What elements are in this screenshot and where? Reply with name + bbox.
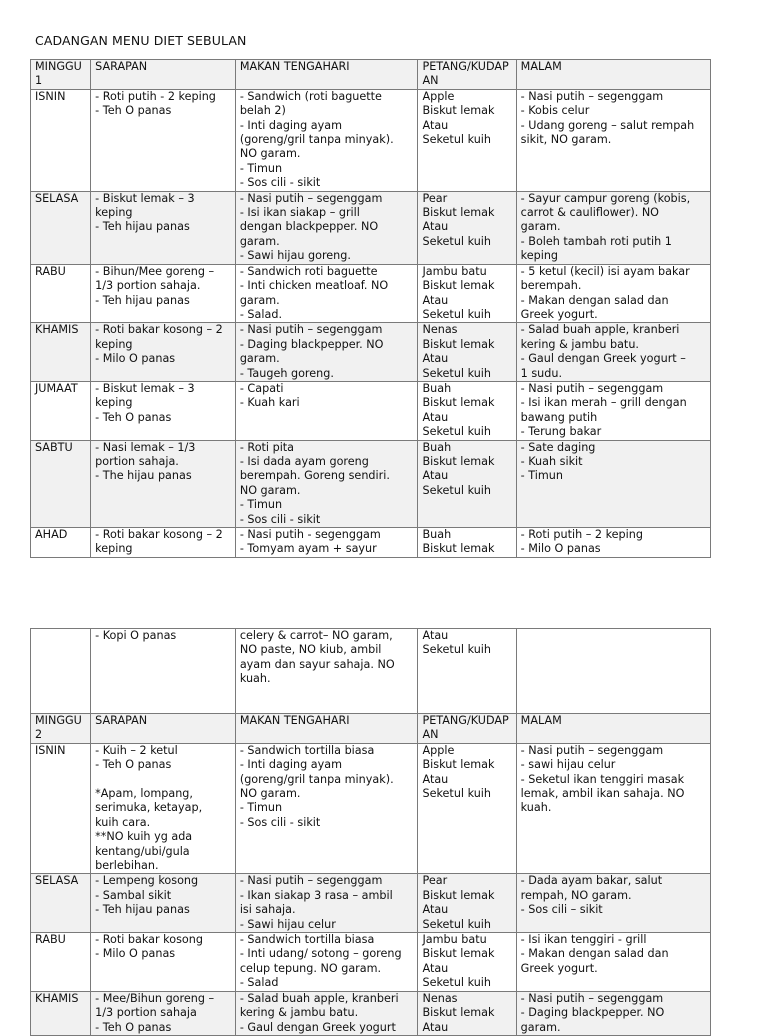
cell-line: - Roti pita [239,440,295,454]
cell-petang [418,89,516,191]
cell-line: NO paste, NO kiub, ambil [239,643,382,657]
cell-line: keping [520,249,559,263]
cell-malam [516,743,710,874]
cell-malam [516,323,710,382]
cell-line: carrot & cauliflower). NO [520,206,659,220]
cell-day: KHAMIS [31,323,91,382]
cell-line: - Sawi hijau celur [239,917,336,931]
cell-line: *Apam, lompang, [95,787,193,801]
cell-line: - 5 ketul (kecil) isi ayam bakar [520,264,690,278]
cell-line: - Mee/Bihun goreng – [95,991,215,1005]
cell-line: PETANG/KUDAP [422,714,509,727]
cell-line: - Salad. [239,307,282,321]
cell-line: - Nasi putih – segenggam [239,191,383,205]
cell-day: SELASA [31,191,91,264]
cell-line: 1/3 portion sahaja [95,1006,197,1020]
cell-line: Atau [422,1020,449,1034]
table-row-ahad [31,528,711,558]
cell-line: garam. [239,234,280,248]
cell-sarapan: SARAPAN [91,60,236,90]
cell-line: - Makan dengan salad dan [520,947,669,961]
cell-line: - Sandwich tortilla biasa [239,743,375,757]
cell-sarapan [91,440,236,527]
cell-line: - Roti putih - 2 keping [95,89,216,103]
cell-line: - Teh hijau panas [95,220,190,234]
cell-line: keping [95,337,133,351]
cell-line: - Bihun/Mee goreng – [95,264,215,278]
cell-malam [516,264,710,323]
cell-malam: MALAM [516,60,710,90]
table-header-row [31,714,711,744]
cell-line: - Kuah kari [239,396,300,410]
cell-petang [418,991,516,1035]
cell-line: Seketul kuih [422,643,491,657]
cell-tengahari [235,629,418,714]
table-row-isnin [31,89,711,191]
cell-day: SELASA [31,874,91,933]
cell-line: portion sahaja. [95,454,179,468]
cell-sarapan [91,191,236,264]
cell-line: kering & jambu batu. [239,1006,359,1020]
cell-line: Seketul kuih [422,425,491,439]
cell-day: JUMAAT [31,381,91,440]
cell-line: - Sambal sikit [95,888,172,902]
cell-line: - Sandwich tortilla biasa [239,933,375,947]
cell-line: - Nasi putih – segenggam [239,323,383,337]
cell-line: kuih cara. [95,815,151,829]
cell-line: belah 2) [239,104,286,118]
menu-table-week-2 [30,628,711,1036]
cell-line: Biskut lemak [422,888,495,902]
cell-line: berlebihan. [95,859,159,873]
cell-tengahari [235,743,418,874]
cell-line: celery & carrot– NO garam, [239,629,393,642]
cell-day: ISNIN [31,743,91,874]
cell-line: Greek yogurt. [520,307,598,321]
cell-line: - Sandwich (roti baguette [239,89,382,103]
cell-line: kering & jambu batu. [520,337,639,351]
cell-line: - Gaul dengan Greek yogurt [239,1020,396,1034]
cell-tengahari [235,323,418,382]
cell-malam [516,874,710,933]
cell-line: - Sawi hijau goreng. [239,249,351,263]
cell-line: Nenas [422,323,458,337]
cell-line: 2 [35,728,43,742]
cell-line: Atau [422,629,449,642]
cell-tengahari [235,933,418,992]
cell-line: - Sandwich roti baguette [239,264,378,278]
cell-line: kuah. [520,801,552,815]
table-row-selasa [31,191,711,264]
cell-line: Biskut lemak [422,206,495,220]
cell-line: - Teh hijau panas [95,903,190,917]
cell-day: RABU [31,933,91,992]
cell-line: sikit, NO garam. [520,133,612,147]
cell-petang [418,323,516,382]
cell-line: Biskut lemak [422,947,495,961]
cell-line: Atau [422,772,449,786]
cell-sarapan [91,323,236,382]
cell-line: - Roti bakar kosong [95,933,203,947]
cell-line: Jambu batu [422,264,487,278]
cell-line: - Milo O panas [95,352,176,366]
table-row-khamis [31,991,711,1035]
cell-sarapan [91,629,236,714]
cell-line: - Isi dada ayam goreng [239,454,369,468]
cell-line: Biskut lemak [422,454,495,468]
cell-line: - Sos cili - sikit [239,176,321,190]
cell-malam [516,191,710,264]
cell-line: - Dada ayam bakar, salut [520,874,663,888]
cell-line: - Sos cili - sikit [239,512,321,526]
cell-line: Atau [422,118,449,132]
cell-line: - Taugeh goreng. [239,366,334,380]
cell-line: - Sos cili - sikit [239,815,321,829]
cell-line: rempah, NO garam. [520,888,632,902]
cell-petang [418,440,516,527]
cell-line: Seketul kuih [422,483,491,497]
cell-petang [418,874,516,933]
cell-malam [516,629,710,714]
cell-line: - Kuah sikit [520,454,583,468]
cell-line: kentang/ubi/gula [95,844,190,858]
cell-line: - Lempeng kosong [95,874,199,888]
cell-line: PETANG/KUDAP [422,60,509,73]
week-1-body [31,60,711,558]
cell-tengahari [235,89,418,191]
table-row-khamis [31,323,711,382]
cell-day: KHAMIS [31,991,91,1035]
cell-sarapan [91,933,236,992]
cell-day: ISNIN [31,89,91,191]
cell-line: - Biskut lemak – 3 [95,381,195,395]
cell-line: - Nasi putih – segenggam [520,991,664,1005]
cell-line: - Isi ikan merah – grill dengan [520,396,687,410]
cell-line: - Teh O panas [95,410,172,424]
cell-line: - Gaul dengan Greek yogurt – [520,352,686,366]
cell-line: - Terung bakar [520,425,602,439]
cell-line: - Timun [520,469,563,483]
cell-petang [418,264,516,323]
cell-tengahari [235,874,418,933]
cell-line: dengan blackpepper. NO [239,220,379,234]
cell-sarapan: SARAPAN [91,714,236,744]
cell-line: - Nasi putih – segenggam [520,381,664,395]
cell-line: berempah. Goreng sendiri. [239,469,390,483]
cell-line: Atau [422,469,449,483]
cell-day: AHAD [31,528,91,558]
cell-petang [418,191,516,264]
cell-line: - Udang goreng – salut rempah [520,118,695,132]
cell-line: Atau [422,352,449,366]
cell-line: **NO kuih yg ada [95,830,193,844]
cell-sarapan [91,743,236,874]
cell-sarapan [91,991,236,1035]
table-row-rabu [31,933,711,992]
cell-line: Apple [422,89,455,103]
cell-line: Greek yogurt. [520,961,598,975]
cell-petang [418,381,516,440]
cell-line: Seketul kuih [422,787,491,801]
cell-day: SABTU [31,440,91,527]
cell-line: lemak, ambil ikan sahaja. NO [520,787,685,801]
cell-line: Biskut lemak [422,758,495,772]
table-row-continuation [31,629,711,714]
cell-line: (goreng/gril tanpa minyak). [239,133,394,147]
cell-line: garam. [239,293,280,307]
cell-tengahari: MAKAN TENGAHARI [235,714,418,744]
cell-line: bawang putih [520,410,598,424]
cell-day: RABU [31,264,91,323]
cell-line: Biskut lemak [422,104,495,118]
cell-line: - Salad buah apple, kranberi [239,991,399,1005]
cell-line: - Tomyam ayam + sayur [239,542,377,556]
cell-sarapan [91,528,236,558]
cell-day [31,629,91,714]
cell-tengahari [235,991,418,1035]
cell-line: Atau [422,961,449,975]
cell-tengahari: MAKAN TENGAHARI [235,60,418,90]
cell-line: - Nasi putih – segenggam [520,743,664,757]
cell-line: Biskut lemak [422,279,495,293]
cell-line: ayam dan sayur sahaja. NO [239,657,395,671]
cell-line: - Daging blackpepper. NO [239,337,384,351]
cell-line: - Sate daging [520,440,596,454]
cell-line [95,773,232,787]
week-2-body [31,629,711,1036]
cell-sarapan [91,874,236,933]
table-row-rabu [31,264,711,323]
cell-line: - Timun [239,161,283,175]
cell-malam [516,89,710,191]
cell-line: celup tepung. NO garam. [239,961,382,975]
cell-sarapan [91,381,236,440]
table-row-sabtu [31,440,711,527]
cell-line: Biskut lemak [422,396,495,410]
cell-line: - Milo O panas [95,947,176,961]
cell-line: - Biskut lemak – 3 [95,191,195,205]
cell-line: Apple [422,743,455,757]
cell-sarapan [91,89,236,191]
table-header-row [31,60,711,90]
cell-line: NO garam. [239,483,301,497]
cell-line: Biskut lemak [422,542,495,556]
cell-line: Seketul kuih [422,366,491,380]
cell-line: - Timun [239,498,283,512]
cell-line: - Inti chicken meatloaf. NO [239,279,389,293]
cell-line: - Nasi putih – segenggam [520,89,664,103]
cell-line: - Sayur campur goreng (kobis, [520,191,691,205]
cell-malam [516,440,710,527]
cell-day [31,60,91,90]
cell-line: - The hijau panas [95,469,192,483]
cell-line: berempah. [520,279,582,293]
cell-line: - Nasi lemak – 1/3 [95,440,196,454]
cell-line: - Salad buah apple, kranberi [520,323,680,337]
cell-line: - Timun [239,801,283,815]
cell-line: Seketul kuih [422,133,491,147]
cell-petang [418,528,516,558]
cell-line: - Makan dengan salad dan [520,293,669,307]
cell-line: - Teh O panas [95,1020,172,1034]
cell-line: Biskut lemak [422,1006,495,1020]
cell-line: Nenas [422,991,458,1005]
cell-petang [418,743,516,874]
cell-line: - Nasi putih – segenggam [239,874,383,888]
cell-malam [516,381,710,440]
cell-line: - Kobis celur [520,104,590,118]
cell-petang [418,60,516,90]
cell-line: - Inti udang/ sotong – goreng [239,947,402,961]
cell-line: 1 [35,74,43,88]
cell-tengahari [235,264,418,323]
cell-line: - Inti daging ayam [239,118,343,132]
cell-line: garam. [239,352,280,366]
cell-line: AN [422,74,439,88]
cell-day [31,714,91,744]
cell-line: garam. [520,1020,561,1034]
cell-line: - Seketul ikan tenggiri masak [520,772,685,786]
cell-line: keping [95,542,133,556]
cell-malam [516,991,710,1035]
cell-line: Seketul kuih [422,976,491,990]
cell-malam [516,933,710,992]
menu-table-week-1 [30,59,711,558]
cell-line: - Nasi putih - segenggam [239,528,381,541]
table-row-isnin [31,743,711,874]
cell-tengahari [235,528,418,558]
document-title: CADANGAN MENU DIET SEBULAN [35,33,247,48]
cell-line: - Teh O panas [95,758,172,772]
cell-line: Pear [422,874,448,888]
cell-line: Pear [422,191,448,205]
cell-line: - Roti bakar kosong – 2 [95,528,223,541]
cell-line: - Sos cili – sikit [520,903,603,917]
cell-line: - Daging blackpepper. NO [520,1006,665,1020]
cell-tengahari [235,381,418,440]
cell-line: Atau [422,903,449,917]
cell-line: Seketul kuih [422,234,491,248]
cell-tengahari [235,440,418,527]
cell-line: NO garam. [239,147,301,161]
cell-line: Buah [422,528,452,541]
cell-petang [418,629,516,714]
cell-line: - Roti bakar kosong – 2 [95,323,223,337]
cell-line: serimuka, ketayap, [95,801,203,815]
cell-petang [418,714,516,744]
cell-line: MINGGU [35,714,82,727]
cell-line: - Isi ikan tenggiri - grill [520,933,647,947]
cell-line: isi sahaja. [239,903,296,917]
cell-line: Atau [422,293,449,307]
cell-line: - Capati [239,381,284,395]
cell-line: - Roti putih – 2 keping [520,528,643,541]
cell-line: 1/3 portion sahaja. [95,279,201,293]
cell-line: - Teh hijau panas [95,293,190,307]
cell-line: keping [95,206,133,220]
cell-line: NO garam. [239,787,301,801]
cell-line: - Kuih – 2 ketul [95,743,178,757]
cell-malam [516,528,710,558]
cell-line: - Milo O panas [520,542,601,556]
cell-line: Buah [422,440,452,454]
cell-line: Seketul kuih [422,917,491,931]
cell-petang [418,933,516,992]
cell-line: - Boleh tambah roti putih 1 [520,234,672,248]
table-row-selasa [31,874,711,933]
cell-line: Biskut lemak [422,337,495,351]
cell-line: Jambu batu [422,933,487,947]
cell-line: keping [95,396,133,410]
cell-line: garam. [520,220,561,234]
cell-line: - Teh O panas [95,104,172,118]
cell-line: - Salad [239,976,279,990]
cell-line: - Isi ikan siakap – grill [239,206,360,220]
cell-line: Buah [422,381,452,395]
table-row-jumaat [31,381,711,440]
cell-line: Seketul kuih [422,307,491,321]
cell-line: - Kopi O panas [95,629,177,642]
cell-tengahari [235,191,418,264]
cell-line: AN [422,728,439,742]
cell-sarapan [91,264,236,323]
cell-line: kuah. [239,672,271,686]
cell-line: - Inti daging ayam [239,758,343,772]
cell-line: - Ikan siakap 3 rasa – ambil [239,888,393,902]
cell-malam: MALAM [516,714,710,744]
cell-line: - sawi hijau celur [520,758,616,772]
cell-line: 1 sudu. [520,366,563,380]
cell-line: MINGGU [35,60,82,73]
cell-line: Atau [422,410,449,424]
cell-line: (goreng/gril tanpa minyak). [239,772,394,786]
cell-line: Atau [422,220,449,234]
